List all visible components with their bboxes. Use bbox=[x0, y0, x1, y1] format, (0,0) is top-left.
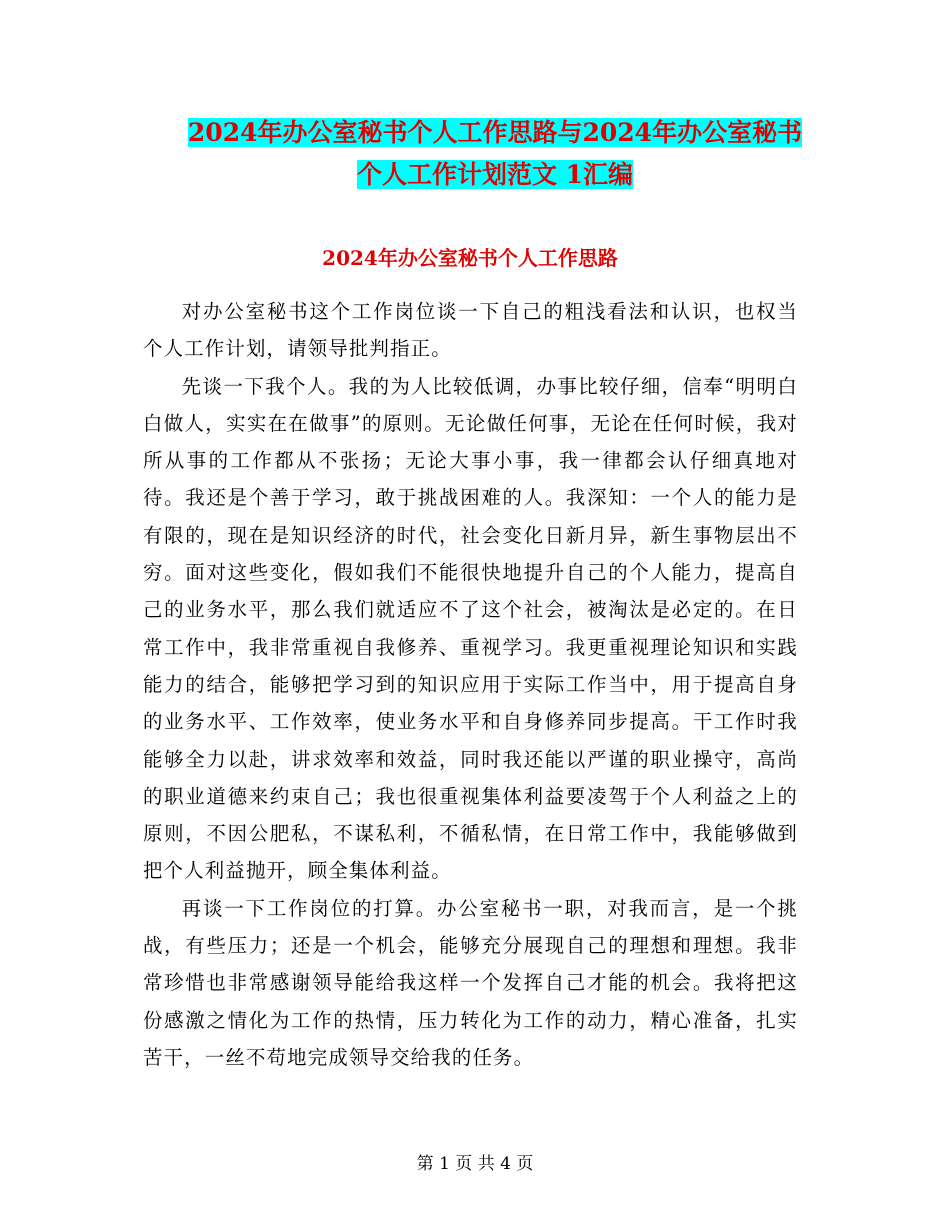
section-heading: 2024年办公室秘书个人工作思路 bbox=[322, 246, 618, 270]
paragraph-2: 先谈一下我个人。我的为人比较低调，办事比较仔细，信奉“明明白白做人，实实在在做事”的原则。无论做任何事，无论在任何时候，我对所从事的工作都从不张扬；无论大事小事，我一律都会认仔细真地对待。我还是个善于学习，敢于挑战困难的人。我深知：一个人的能力是有限的，现在是知识经济的时代，社会变化日新月异，新生事物层出不穷。面对这些变化，假如我们不能很快地提升自己的个人能力，提高自己的业务水平，那么我们就适应不了这个社会，被淘汰是必定的。在日常工作中，我非常重视自我修养、重视学习。我更重视理论知识和实践能力的结合，能够把学习到的知识应用于实际工作当中，用于提高自身的业务水平、工作效率，使业务水平和自身修养同步提高。干工作时我能够全力以赴，讲求效率和效益，同时我还能以严谨的职业操守，高尚的职业道德来约束自己；我也很重视集体利益要凌驾于个人利益之上的原则，不因公肥私，不谋私利，不循私情，在日常工作中，我能够做到把个人利益抛开，顾全集体利益。 bbox=[143, 374, 798, 883]
title-highlight-2: 个人工作计划范文 1汇编 bbox=[356, 160, 634, 189]
body-text bbox=[143, 293, 798, 1076]
title-highlight-1: 2024年办公室秘书个人工作思路与2024年办公室秘书 bbox=[187, 118, 803, 147]
document-title-line-2 bbox=[140, 150, 850, 200]
paragraph-1: 对办公室秘书这个工作岗位谈一下自己的粗浅看法和认识，也权当个人工作计划，请领导批判指正。 bbox=[143, 300, 798, 361]
paragraph-3: 再谈一下工作岗位的打算。办公室秘书一职，对我而言，是一个挑战，有些压力；还是一个机会，能够充分展现自己的理想和理想。我非常珍惜也非常感谢领导能给我这样一个发挥自己才能的机会。我将把这份感激之情化为工作的热情，压力转化为工作的动力，精心准备，扎实苦干，一丝不苟地完成领导交给我的任务。 bbox=[143, 896, 798, 1069]
page-footer: 第 1 页 共 4 页 bbox=[416, 1154, 534, 1174]
